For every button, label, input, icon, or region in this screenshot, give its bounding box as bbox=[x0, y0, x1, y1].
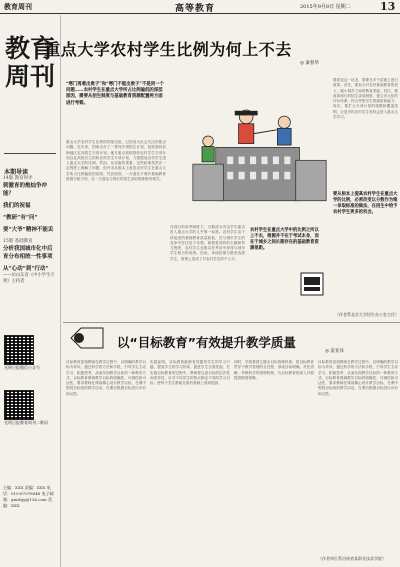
author-note: （作者系北京大学招生办公室主任） bbox=[335, 312, 399, 317]
pull-quote: 要从根本上提高农村学生在重点大学的比例，必须改变以分数作为唯一录取标准的做法，在招生中给予农村学生更多的机会。 bbox=[333, 192, 398, 215]
page-header bbox=[0, 0, 400, 14]
section-label: 教育周刊 bbox=[4, 2, 32, 11]
qr-code[interactable] bbox=[4, 335, 34, 365]
contents-headline: 要“大爷”精神不能丢 bbox=[3, 227, 54, 233]
article-byline: ◎ 雷亚泽 bbox=[325, 349, 344, 354]
article-lede: “寒门再难出贵子”和“寒门不能出贵子”不是同一个问题……农村学生在重点大学所占比例偏低的深层原因，需要从招生制度与基础教育资源配置两方面进行考察。 bbox=[66, 82, 164, 106]
article-column: 实践证明，目标教育能够有效激发学生的学习兴趣，提高学生的学习效率，促进学生全面发展。在实施目标教育的过程中，教师要注意目标的层次性和差异性，针对不同学生的特点制定不同的学习目标，使每个学生都能在原有基础上得到提高。 bbox=[150, 360, 230, 386]
contents-page: 14版 教育时评 bbox=[3, 176, 33, 181]
article-column: 要改变这一状况，需要在多个层面上进行改革。首先，要加大对农村基础教育的投入，缩小城乡之间的教育差距；其次，要改革现行的招生录取制度，建立多元化的评价体系，综合考察学生的潜质和能力；再次，要扩大专项计划的规模和覆盖范围，让更多的农村学生有机会进入重点大学学习。 bbox=[333, 78, 398, 120]
contents-subtitle: ——访山东省《中小学生守则》主持者 bbox=[3, 273, 55, 284]
contents-item[interactable] bbox=[3, 265, 57, 285]
qr-caption: 光明日报教育周刊二维码 bbox=[4, 420, 48, 425]
section-title: 高等教育 bbox=[175, 4, 216, 14]
contents-page: 15版 基础教育 bbox=[3, 239, 33, 244]
editorial-cartoon bbox=[170, 72, 330, 222]
qr-caption: 光明日报微信公众号 bbox=[4, 365, 40, 370]
sidebar bbox=[0, 15, 61, 567]
contents-list bbox=[3, 175, 57, 289]
contents-item[interactable] bbox=[3, 175, 57, 198]
contents-headline: 分析我国城市化中后育分布相统一性事项 bbox=[3, 246, 53, 260]
article-headline[interactable]: 重点大学农村学生比例为何上不去 bbox=[44, 40, 292, 59]
pull-quote: 农村学生在重点大学中的比例之所以上不去，根源并不在于考试本身，而在于城乡之间长期存在的基础教育资源差距。 bbox=[250, 228, 319, 251]
contents-item[interactable] bbox=[3, 202, 57, 210]
article-headline[interactable]: 以“目标教育”有效提升教学质量 bbox=[117, 335, 296, 350]
editorial-contact: 主编：XXX 责编：XXX 电话：010-67078046 电子邮箱：gmrbjy@126.com 美编：XXX bbox=[3, 485, 54, 508]
qr-code[interactable] bbox=[4, 390, 34, 420]
article-column: 目标教育是指教师在教学过程中，以明确的教学目标为导向，通过科学的方法和手段，引导学生主动学习、积极思考，从而实现教学目标的一种教育方式。目标教育强调教学目标的明确性、可测性和可达性，要求教师在课前精心设计教学目标，在课中围绕目标组织教学活动，在课后根据目标进行评价和反思。 bbox=[66, 360, 146, 396]
page-number: 13 bbox=[380, 0, 396, 13]
author-note: （作者单位系河南省某职业技术学院） bbox=[318, 556, 386, 561]
divider bbox=[4, 153, 56, 154]
article-column: 重点大学农村学生比例的持续走低，已经成为社会关注的焦点问题。近年来，国家出台了一系列专项招生计划，包括面向贫困地区定向招生专项计划、地方重点高校招收农村学生专项计划以及高校自主招收农村学生专项计划，力图提高农村学生进入重点大学的比例。然而，从实施效果看，这些政策虽然在一定程度上缓解了问题，但并未从根本上改变农村学生在重点大学所占比例偏低的局面。究其原因，一方面在于城乡基础教育资源分配不均，另一方面也与现行的招生录取制度密切相关。 bbox=[66, 140, 166, 182]
contents-headline: “教研”有“问” bbox=[3, 215, 38, 221]
divider bbox=[63, 322, 400, 323]
contents-headline: 从“心动”到“行动” bbox=[3, 266, 49, 272]
contents-item[interactable] bbox=[3, 214, 57, 222]
contents-headline: 我们的祝福 bbox=[3, 203, 31, 209]
stamp-icon bbox=[300, 272, 324, 298]
figure-person bbox=[202, 136, 214, 162]
brand-title: 教育周刊 bbox=[5, 34, 56, 91]
badge-icon bbox=[69, 327, 105, 349]
article-column: 目标教育是指教师在教学过程中，以明确的教学目标为导向，通过科学的方法和手段，引导学生主动学习、积极思考，从而实现教学目标的一种教育方式。目标教育强调教学目标的明确性、可测性和可达性，要求教师在课前精心设计教学目标，在课中围绕目标组织教学活动，在课后根据目标进行评价和反思。 bbox=[318, 360, 398, 396]
figure-person bbox=[235, 110, 258, 144]
article-column: 同时，学校要建立健全目标管理体系，将目标教育贯穿于教学管理的全过程，形成目标明确、责任清晰、考核科学的管理机制，为目标教育的深入开展提供制度保障。 bbox=[234, 360, 314, 380]
contents-title: 本期导读 bbox=[4, 169, 29, 176]
article-byline: ◎ 秦春华 bbox=[300, 61, 319, 66]
figure-person bbox=[277, 116, 291, 145]
contents-item[interactable] bbox=[3, 238, 57, 261]
contents-item[interactable] bbox=[3, 226, 57, 234]
issue-date: 2015年9月8日 星期二 bbox=[300, 4, 351, 10]
article-column: 在现行的高考制度下，分数成为决定学生能否进入重点大学的几乎唯一标准。农村学生由于所接受的基础教育质量较低，在与城市学生的竞争中往往处于劣势。即使是同样的天赋和努力程度，农村学生也难以在考试中获得与城市学生相当的成绩。因此，单纯依靠分数来选拔学生，客观上造成了对农村学生的不公平。 bbox=[170, 225, 245, 261]
contents-headline: 刺激育的炮灿争冲能？ bbox=[3, 183, 48, 197]
